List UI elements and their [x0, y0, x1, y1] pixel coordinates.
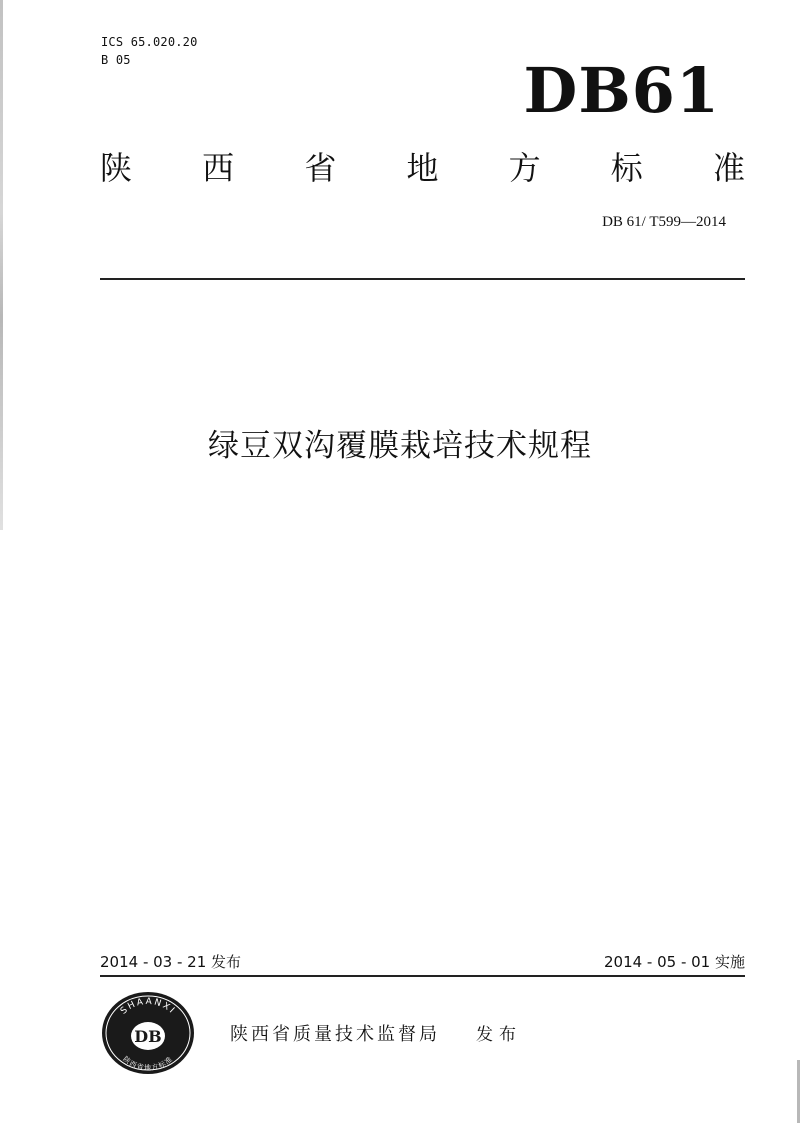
bottom-divider	[100, 975, 745, 977]
standard-type-char: 地	[406, 149, 439, 187]
svg-text:SHAANXI: SHAANXI	[118, 996, 178, 1017]
svg-text:DB: DB	[134, 1027, 162, 1046]
classification-codes	[101, 33, 198, 69]
standard-type-char: 陕	[100, 149, 133, 187]
standard-type-char: 西	[202, 149, 235, 187]
document-title: 绿豆双沟覆膜栽培技术规程	[208, 428, 592, 464]
standard-number: DB 61/ T599—2014	[602, 214, 726, 230]
issuer-name: 陕西省质量技术监督局	[230, 1024, 440, 1045]
svg-text:陕西省地方标准: 陕西省地方标准	[121, 1055, 175, 1072]
category-code: B 05	[101, 53, 131, 67]
standard-type-char: 标	[610, 149, 643, 187]
standard-type-title	[100, 146, 745, 190]
publish-date: 2014 - 03 - 21 发布	[100, 953, 242, 971]
shaanxi-seal-icon	[100, 990, 196, 1076]
db-logo: DB61	[523, 54, 720, 127]
standard-type-char: 省	[304, 149, 337, 187]
effective-date: 2014 - 05 - 01 实施	[603, 953, 745, 971]
date-row	[100, 952, 745, 972]
issuer-row	[230, 1022, 522, 1048]
ics-code: ICS 65.020.20	[101, 35, 198, 49]
top-divider	[100, 278, 745, 280]
standard-type-char: 方	[508, 149, 541, 187]
standard-type-char: 准	[712, 149, 745, 187]
issue-word: 发布	[476, 1025, 522, 1045]
